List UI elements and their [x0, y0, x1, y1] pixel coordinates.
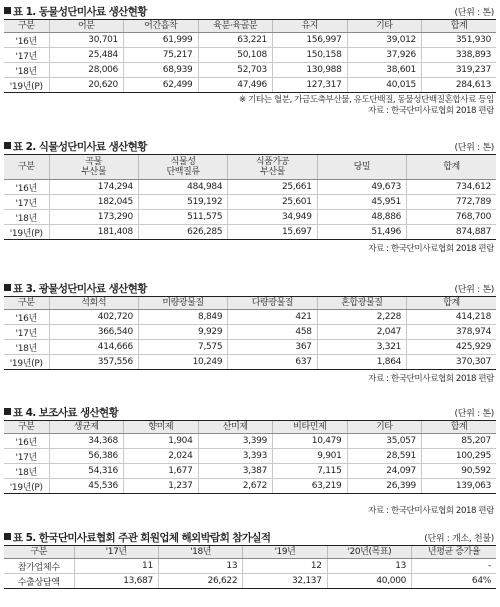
value-cell: 32,137 — [243, 574, 327, 589]
year-cell: '19년(P) — [4, 78, 49, 93]
value-cell: 511,575 — [138, 210, 227, 225]
table-header-row — [4, 20, 496, 33]
header-cell: 구분 — [4, 546, 74, 559]
table-header-row — [4, 421, 496, 434]
value-cell: 7,115 — [273, 464, 348, 479]
year-cell: '18년 — [4, 63, 49, 78]
header-cell: 당밀 — [317, 155, 406, 180]
table1-title: 표 1. 동물성단미사료 생산현황 — [4, 4, 147, 19]
header-cell: 년평균 증가율 — [412, 546, 496, 559]
value-cell: 47,496 — [198, 78, 273, 93]
growth-cell: - — [412, 559, 496, 574]
value-cell: 127,317 — [273, 78, 348, 93]
year-cell: '16년 — [4, 33, 49, 48]
header-cell: 혼합광물질 — [317, 297, 406, 310]
value-cell: 2,672 — [198, 479, 273, 494]
value-cell: 414,666 — [49, 340, 138, 355]
total-cell: 100,295 — [422, 449, 497, 464]
table-row — [4, 340, 496, 355]
table2 — [4, 154, 496, 240]
table-row — [4, 325, 496, 340]
total-cell: 734,612 — [407, 180, 496, 195]
year-cell: '17년 — [4, 195, 49, 210]
year-cell: '16년 — [4, 434, 49, 449]
value-cell: 30,701 — [49, 33, 124, 48]
table3-section — [4, 280, 496, 385]
total-cell: 370,307 — [407, 355, 496, 370]
year-cell: '18년 — [4, 340, 49, 355]
value-cell: 182,045 — [49, 195, 138, 210]
value-cell: 45,951 — [317, 195, 406, 210]
value-cell: 75,217 — [124, 48, 199, 63]
value-cell: 26,399 — [347, 479, 422, 494]
table1 — [4, 19, 496, 93]
table-row — [4, 574, 496, 589]
table-row — [4, 464, 496, 479]
row-label-cell: 참가업체수 — [4, 559, 74, 574]
header-cell: '18년 — [158, 546, 242, 559]
total-cell: 351,930 — [422, 33, 497, 48]
table1-unit: (단위 : 톤) — [454, 8, 494, 18]
total-cell: 425,929 — [407, 340, 496, 355]
value-cell: 12 — [243, 559, 327, 574]
value-cell: 7,575 — [138, 340, 227, 355]
square-bullet-icon — [4, 7, 11, 14]
header-cell: 구분 — [4, 20, 49, 33]
value-cell: 173,290 — [49, 210, 138, 225]
table1-section — [4, 3, 496, 117]
table-row — [4, 78, 496, 93]
header-cell: 합계 — [422, 20, 497, 33]
table4-source: 자료 : 한국단미사료협회 2018 편람 — [368, 506, 494, 516]
value-cell: 366,540 — [49, 325, 138, 340]
table-header-row — [4, 546, 496, 559]
value-cell: 1,864 — [317, 355, 406, 370]
value-cell: 3,399 — [198, 434, 273, 449]
table-row — [4, 434, 496, 449]
table5-title: 표 5. 한국단미사료협회 주관 회원업체 해외박람회 참가실적 — [4, 530, 270, 545]
total-cell: 874,887 — [407, 225, 496, 240]
total-cell: 772,789 — [407, 195, 496, 210]
value-cell: 458 — [228, 325, 317, 340]
value-cell: 63,221 — [198, 33, 273, 48]
value-cell: 2,047 — [317, 325, 406, 340]
header-cell: 곡물 부산물 — [49, 155, 138, 180]
table4-section — [4, 404, 496, 517]
value-cell: 24,097 — [347, 464, 422, 479]
total-cell: 338,893 — [422, 48, 497, 63]
total-cell: 378,974 — [407, 325, 496, 340]
value-cell: 35,057 — [347, 434, 422, 449]
value-cell: 49,673 — [317, 180, 406, 195]
value-cell: 484,984 — [138, 180, 227, 195]
total-cell: 139,063 — [422, 479, 497, 494]
table-row — [4, 225, 496, 240]
header-cell: 기타 — [347, 421, 422, 434]
value-cell: 637 — [228, 355, 317, 370]
value-cell: 8,849 — [138, 310, 227, 325]
table-header-row — [4, 297, 496, 310]
value-cell: 2,228 — [317, 310, 406, 325]
year-cell: '19년(P) — [4, 355, 49, 370]
year-cell: '17년 — [4, 449, 49, 464]
value-cell: 13,687 — [74, 574, 158, 589]
value-cell: 1,677 — [124, 464, 199, 479]
table-row — [4, 559, 496, 574]
value-cell: 3,321 — [317, 340, 406, 355]
value-cell: 150,158 — [273, 48, 348, 63]
header-cell: 구분 — [4, 421, 49, 434]
total-cell: 768,700 — [407, 210, 496, 225]
header-cell: 합계 — [407, 155, 496, 180]
square-bullet-icon — [4, 408, 11, 415]
header-cell: 구분 — [4, 297, 49, 310]
header-cell: 육분·육골분 — [198, 20, 273, 33]
value-cell: 25,661 — [228, 180, 317, 195]
value-cell: 421 — [228, 310, 317, 325]
table-row — [4, 48, 496, 63]
value-cell: 51,496 — [317, 225, 406, 240]
value-cell: 62,499 — [124, 78, 199, 93]
total-cell: 85,207 — [422, 434, 497, 449]
value-cell: 10,479 — [273, 434, 348, 449]
header-cell: 석회석 — [49, 297, 138, 310]
value-cell: 13 — [158, 559, 242, 574]
table2-source: 자료 : 한국단미사료협회 2018 편람 — [368, 244, 494, 254]
year-cell: '19년(P) — [4, 479, 49, 494]
total-cell: 319,237 — [422, 63, 497, 78]
value-cell: 25,601 — [228, 195, 317, 210]
value-cell: 54,316 — [49, 464, 124, 479]
value-cell: 34,368 — [49, 434, 124, 449]
value-cell: 63,219 — [273, 479, 348, 494]
header-cell: 다량광물질 — [228, 297, 317, 310]
total-cell: 414,218 — [407, 310, 496, 325]
table-row — [4, 449, 496, 464]
table-row — [4, 355, 496, 370]
header-cell: 어간흡착 — [124, 20, 199, 33]
value-cell: 181,408 — [49, 225, 138, 240]
value-cell: 48,886 — [317, 210, 406, 225]
table5-unit: (단위 : 개소, 천불) — [424, 534, 494, 544]
table-header-row — [4, 155, 496, 180]
value-cell: 1,237 — [124, 479, 199, 494]
value-cell: 367 — [228, 340, 317, 355]
square-bullet-icon — [4, 142, 11, 149]
total-cell: 284,613 — [422, 78, 497, 93]
header-cell: 향미제 — [124, 421, 199, 434]
value-cell: 174,294 — [49, 180, 138, 195]
header-cell: 비타민제 — [273, 421, 348, 434]
header-cell: 산미제 — [198, 421, 273, 434]
header-cell: 합계 — [422, 421, 497, 434]
value-cell: 9,929 — [138, 325, 227, 340]
table-row — [4, 195, 496, 210]
growth-cell: 64% — [412, 574, 496, 589]
value-cell: 130,988 — [273, 63, 348, 78]
value-cell: 37,926 — [347, 48, 422, 63]
value-cell: 50,108 — [198, 48, 273, 63]
table1-source: 자료 : 한국단미사료협회 2018 편람 — [368, 106, 494, 116]
header-cell: 유지 — [273, 20, 348, 33]
square-bullet-icon — [4, 533, 11, 540]
value-cell: 9,901 — [273, 449, 348, 464]
header-cell: 식품가공 부산물 — [228, 155, 317, 180]
table2-title: 표 2. 식물성단미사료 생산현황 — [4, 139, 147, 154]
header-cell: 합계 — [407, 297, 496, 310]
year-cell: '16년 — [4, 180, 49, 195]
value-cell: 52,703 — [198, 63, 273, 78]
table4-title: 표 4. 보조사료 생산현황 — [4, 405, 118, 420]
table-row — [4, 63, 496, 78]
row-label-cell: 수출상담액 — [4, 574, 74, 589]
table-row — [4, 310, 496, 325]
value-cell: 156,997 — [273, 33, 348, 48]
value-cell: 3,387 — [198, 464, 273, 479]
table1-footnote: ※ 기타는 혈분, 가금도축부산물, 유도단백질, 동물성단백질혼합사료 등임 — [239, 95, 494, 105]
table3 — [4, 296, 496, 370]
value-cell: 13 — [327, 559, 411, 574]
year-cell: '17년 — [4, 325, 49, 340]
table-row — [4, 33, 496, 48]
header-cell: '19년 — [243, 546, 327, 559]
header-cell: 생균제 — [49, 421, 124, 434]
value-cell: 1,904 — [124, 434, 199, 449]
value-cell: 2,024 — [124, 449, 199, 464]
table4 — [4, 420, 496, 494]
header-cell: 미량광물질 — [138, 297, 227, 310]
value-cell: 15,697 — [228, 225, 317, 240]
header-cell: 식물성 단백질류 — [138, 155, 227, 180]
value-cell: 40,015 — [347, 78, 422, 93]
header-cell: 기타 — [347, 20, 422, 33]
header-cell: '17년 — [74, 546, 158, 559]
year-cell: '17년 — [4, 48, 49, 63]
value-cell: 38,601 — [347, 63, 422, 78]
value-cell: 357,556 — [49, 355, 138, 370]
value-cell: 519,192 — [138, 195, 227, 210]
value-cell: 61,999 — [124, 33, 199, 48]
value-cell: 40,000 — [327, 574, 411, 589]
value-cell: 626,285 — [138, 225, 227, 240]
header-cell: '20년(목표) — [327, 546, 411, 559]
value-cell: 3,393 — [198, 449, 273, 464]
value-cell: 28,006 — [49, 63, 124, 78]
value-cell: 10,249 — [138, 355, 227, 370]
square-bullet-icon — [4, 284, 11, 291]
table-row — [4, 210, 496, 225]
value-cell: 45,536 — [49, 479, 124, 494]
header-cell: 구분 — [4, 155, 49, 180]
value-cell: 11 — [74, 559, 158, 574]
value-cell: 28,591 — [347, 449, 422, 464]
year-cell: '16년 — [4, 310, 49, 325]
table4-unit: (단위 : 톤) — [454, 409, 494, 419]
table2-unit: (단위 : 톤) — [454, 143, 494, 153]
value-cell: 402,720 — [49, 310, 138, 325]
table3-source: 자료 : 한국단미사료협회 2018 편람 — [368, 374, 494, 384]
value-cell: 25,484 — [49, 48, 124, 63]
year-cell: '18년 — [4, 464, 49, 479]
value-cell: 39,012 — [347, 33, 422, 48]
table-row — [4, 180, 496, 195]
table-row — [4, 479, 496, 494]
total-cell: 90,592 — [422, 464, 497, 479]
table2-section — [4, 138, 496, 255]
table3-title: 표 3. 광물성단미사료 생산현황 — [4, 281, 147, 296]
table3-unit: (단위 : 톤) — [454, 285, 494, 295]
table5 — [4, 545, 496, 589]
value-cell: 34,949 — [228, 210, 317, 225]
value-cell: 56,386 — [49, 449, 124, 464]
year-cell: '18년 — [4, 210, 49, 225]
table5-section — [4, 529, 496, 589]
header-cell: 어분 — [49, 20, 124, 33]
value-cell: 68,939 — [124, 63, 199, 78]
value-cell: 26,622 — [158, 574, 242, 589]
year-cell: '19년(P) — [4, 225, 49, 240]
value-cell: 20,620 — [49, 78, 124, 93]
